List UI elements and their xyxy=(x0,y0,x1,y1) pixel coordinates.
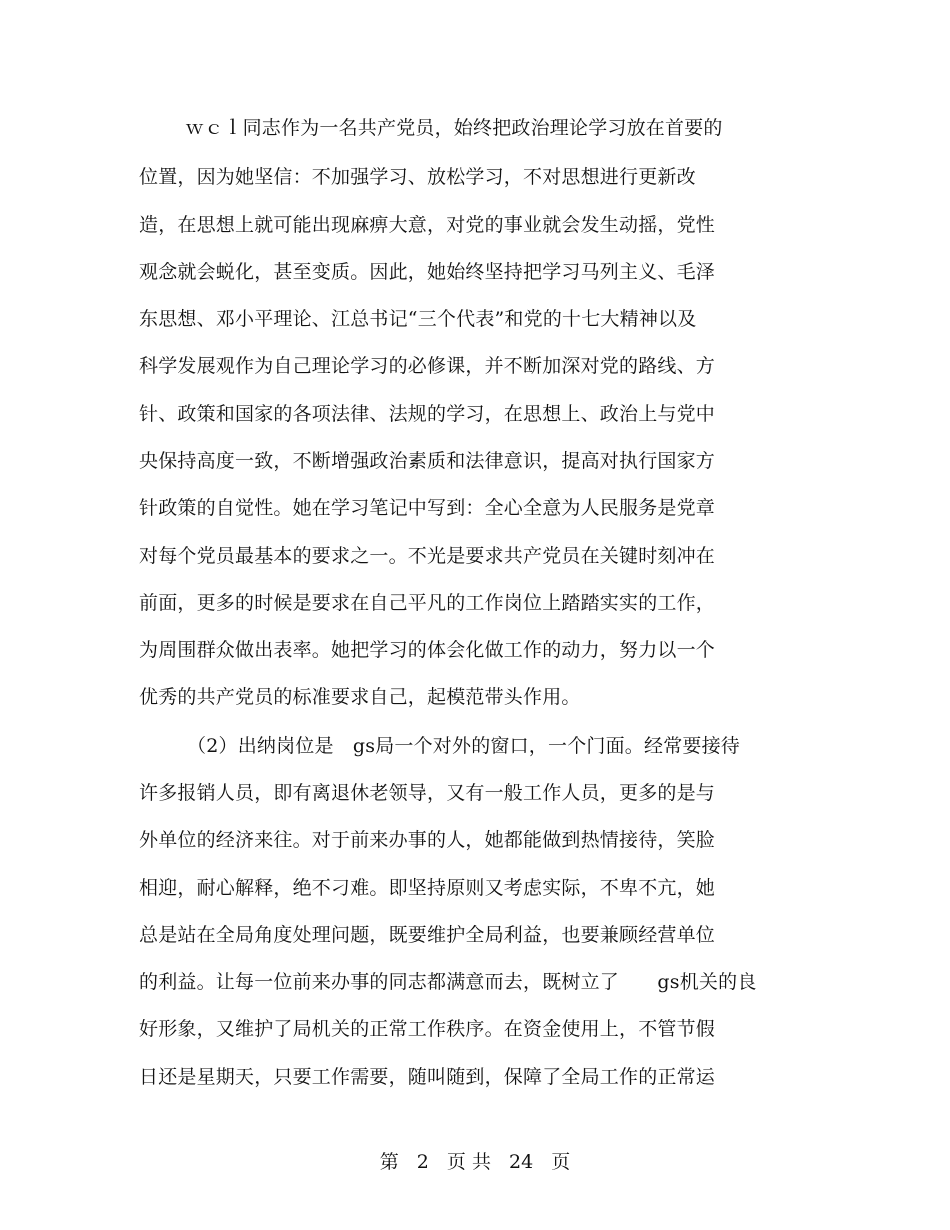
paragraph-line-21: 日还是星期天，只要工作需要，随叫随到，保障了全局工作的正常运 xyxy=(139,1066,716,1088)
paragraph-line-16: 外单位的经济来往。对于前来办事的人，她都能做到热情接待，笑脸 xyxy=(139,829,716,851)
paragraph-line-15: 许多报销人员，即有离退休老领导，又有一般工作人员，更多的是与 xyxy=(139,782,716,804)
paragraph-line-6: 科学发展观作为自己理论学习的必修课，并不断加深对党的路线、方 xyxy=(139,355,716,377)
paragraph-line-1: ｗｃｌ同志作为一名共产党员，始终把政治理论学习放在首要的 xyxy=(185,117,723,139)
paragraph-line-18: 总是站在全局角度处理问题，既要维护全局利益，也要兼顾经营单位 xyxy=(139,924,716,946)
footer-page-number: 2 xyxy=(416,1151,429,1173)
page-footer xyxy=(0,1150,950,1174)
footer-prefix: 第 xyxy=(379,1151,399,1173)
paragraph-line-3: 造，在思想上就可能出现麻痹大意，对党的事业就会发生动摇，党性 xyxy=(139,214,716,236)
paragraph-line-20: 好形象，又维护了局机关的正常工作秩序。在资金使用上，不管节假 xyxy=(139,1018,716,1040)
paragraph-line-5: 东思想、邓小平理论、江总书记“三个代表”和党的十七大精神以及 xyxy=(139,308,697,330)
paragraph-line-11: 前面，更多的时候是要求在自己平凡的工作岗位上踏踏实实的工作， xyxy=(139,592,716,614)
paragraph-line-17: 相迎，耐心解释，绝不刁难。即坚持原则又考虑实际，不卑不亢，她 xyxy=(139,877,716,899)
footer-total-pages: 24 xyxy=(509,1151,534,1173)
paragraph-line-14: （2）出纳岗位是 gs局一个对外的窗口，一个门面。经常要接待 xyxy=(187,735,741,757)
paragraph-line-19: 的利益。让每一位前来办事的同志都满意而去，既树立了 gs机关的良 xyxy=(139,971,757,993)
paragraph-line-7: 针、政策和国家的各项法律、法规的学习，在思想上、政治上与党中 xyxy=(139,403,716,425)
footer-mid: 页 共 xyxy=(446,1151,491,1173)
paragraph-line-4: 观念就会蜕化，甚至变质。因此，她始终坚持把学习马列主义、毛泽 xyxy=(139,261,716,283)
paragraph-line-9: 针政策的自觉性。她在学习笔记中写到：全心全意为人民服务是党章 xyxy=(139,497,716,519)
paragraph-line-12: 为周围群众做出表率。她把学习的体会化做工作的动力，努力以一个 xyxy=(139,639,716,661)
paragraph-line-10: 对每个党员最基本的要求之一。不光是要求共产党员在关键时刻冲在 xyxy=(139,545,716,567)
paragraph-line-13: 优秀的共产党员的标准要求自己，起模范带头作用。 xyxy=(139,686,581,708)
footer-suffix: 页 xyxy=(551,1151,571,1173)
paragraph-line-2: 位置，因为她坚信：不加强学习、放松学习，不对思想进行更新改 xyxy=(139,166,696,188)
paragraph-line-8: 央保持高度一致，不断增强政治素质和法律意识，提高对执行国家方 xyxy=(139,450,716,472)
